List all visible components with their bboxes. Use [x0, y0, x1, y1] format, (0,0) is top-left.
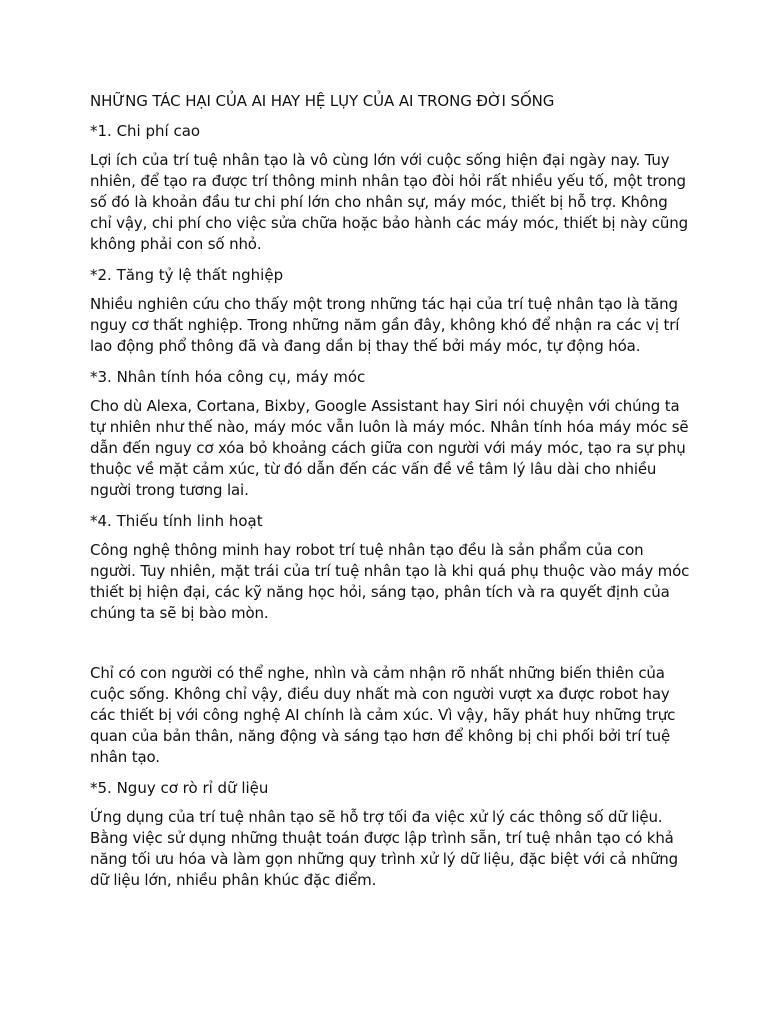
section-heading-1: *1. Chi phí cao [90, 122, 201, 140]
section-paragraph-4: Công nghệ thông minh hay robot trí tuệ nhân tạo đều là sản phẩm của con người. Tuy nhiên, mặt trái của trí tuệ nhân tạo là khi quá phụ thuộc vào máy móc thiết bị hiện đại, các kỹ năng học hỏi, sáng tạo, phân tích và ra quyết định của chúng ta sẽ bị bào mòn. [90, 541, 690, 622]
section-paragraph-4b: Chỉ có con người có thể nghe, nhìn và cảm nhận rõ nhất những biến thiên của cuộc sống. Không chỉ vậy, điều duy nhất mà con người vượt xa được robot hay các thiết bị với công nghệ AI chính là cảm xúc. Vì vậy, hãy phát huy những trực quan của bản thân, năng động và sáng tạo hơn để không bị chi phối bởi trí tuệ nhân tạo. [90, 664, 676, 766]
section-paragraph-1: Lợi ích của trí tuệ nhân tạo là vô cùng lớn với cuộc sống hiện đại ngày nay. Tuy nhiên, để tạo ra được trí thông minh nhân tạo đòi hỏi rất nhiều yếu tố, một trong số đó là khoản đầu tư chi phí lớn cho nhân sự, máy móc, thiết bị hỗ trợ. Không chỉ vậy, chi phí cho việc sửa chữa hoặc bảo hành các máy móc, thiết bị này cũng không phải con số nhỏ. [90, 151, 688, 253]
section-heading-2: *2. Tăng tỷ lệ thất nghiệp [90, 266, 284, 284]
section-paragraph-5: Ứng dụng của trí tuệ nhân tạo sẽ hỗ trợ tối đa việc xử lý các thông số dữ liệu. Bằng việc sử dụng những thuật toán được lập trình sẵn, trí tuệ nhân tạo có khả năng tối ưu hóa và làm gọn những quy trình xử lý dữ liệu, đặc biệt với cả những dữ liệu lớn, nhiều phân khúc đặc điểm. [90, 808, 679, 889]
section-paragraph-2: Nhiều nghiên cứu cho thấy một trong những tác hại của trí tuệ nhân tạo là tăng nguy cơ thất nghiệp. Trong những năm gần đây, không khó để nhận ra các vị trí lao động phổ thông đã và đang dần bị thay thế bởi máy móc, tự động hóa. [90, 295, 680, 355]
section-heading-3: *3. Nhân tính hóa công cụ, máy móc [90, 368, 366, 386]
document-page [90, 90, 690, 900]
blank-line [90, 633, 690, 663]
document-title: NHỮNG TÁC HẠI CỦA AI HAY HỆ LỤY CỦA AI TRONG ĐỜI SỐNG [90, 92, 555, 110]
section-heading-5: *5. Nguy cơ rò rỉ dữ liệu [90, 779, 269, 797]
section-paragraph-3: Cho dù Alexa, Cortana, Bixby, Google Assistant hay Siri nói chuyện với chúng ta tự nhiên như thế nào, máy móc vẫn luôn là máy móc. Nhân tính hóa máy móc sẽ dẫn đến nguy cơ xóa bỏ khoảng cách giữa con người với máy móc, tạo ra sự phụ thuộc về mặt cảm xúc, từ đó dẫn đến các vấn đề về tâm lý lâu dài cho nhiều người trong tương lai. [90, 397, 689, 499]
section-heading-4: *4. Thiếu tính linh hoạt [90, 512, 263, 530]
